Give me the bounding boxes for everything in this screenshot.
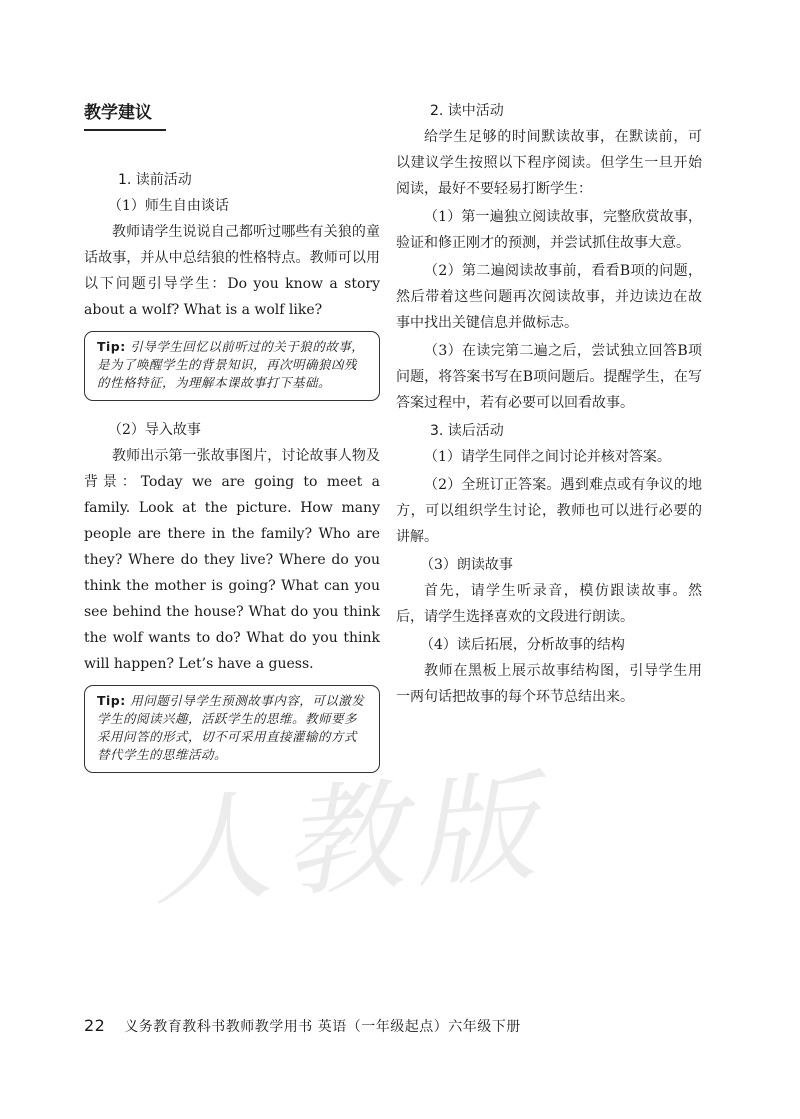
heading-while-reading: 2. 读中活动 xyxy=(430,103,504,119)
page-footer xyxy=(84,1016,521,1036)
left-column xyxy=(84,98,380,789)
book-title: 义务教育教科书教师教学用书 英语（一年级起点）六年级下册 xyxy=(124,1019,521,1035)
paragraph-lead-in: 教师出示第一张故事图片，讨论故事人物及背景：Today we are going to meet a family. Look at the picture. How many people are there in the family? Who are they? Where do they live? Where do you think the mother is going? What can you see behind the house? What do you think the wolf wants to do? What do you think will happen? Let’s have a guess. xyxy=(84,448,380,672)
paragraph-answer-b: （3）在读完第二遍之后，尝试独立回答B项问题，将答案书写在B项问题后。提醒学生，在写答案过程中，若有必要可以回看故事。 xyxy=(396,343,702,411)
paragraph-class-correction: （2）全班订正答案。遇到难点或有争议的地方，可以组织学生讨论，教师也可以进行必要的讲解。 xyxy=(396,477,702,545)
subheading-read-aloud: （3）朗读故事 xyxy=(420,557,513,573)
right-column xyxy=(396,98,702,712)
subheading-extension: （4）读后拓展，分析故事的结构 xyxy=(420,637,625,653)
tip-label: Tip: xyxy=(97,693,126,708)
page-number: 22 xyxy=(84,1016,106,1035)
tip-label: Tip: xyxy=(97,339,126,354)
paragraph-extension: 教师在黑板上展示故事结构图，引导学生用一两句话把故事的每个环节总结出来。 xyxy=(396,663,702,705)
paragraph-first-reading: （1）第一遍独立阅读故事，完整欣赏故事，验证和修正刚才的预测，并尝试抓住故事大意。 xyxy=(396,209,702,251)
subheading-lead-in: （2）导入故事 xyxy=(108,422,201,438)
paragraph-peer-check: （1）请学生同伴之间讨论并核对答案。 xyxy=(424,449,671,465)
tip-box-1 xyxy=(84,331,380,401)
tip-text: 用问题引导学生预测故事内容，可以激发学生的阅读兴趣，活跃学生的思维。教师要多采用问答的形式，切不可采用直接灌输的方式替代学生的思维活动。 xyxy=(97,693,365,762)
tip-box-2 xyxy=(84,685,380,773)
section-title: 教学建议 xyxy=(84,98,166,131)
paragraph-free-talk: 教师请学生说说自己都听过哪些有关狼的童话故事，并从中总结狼的性格特点。教师可以用以下问题引导学生：Do you know a story about a wolf? What is a wolf like? xyxy=(84,224,380,318)
paragraph-second-reading: （2）第二遍阅读故事前，看看B项的问题，然后带着这些问题再次阅读故事，并边读边在故事中找出关键信息并做标志。 xyxy=(396,263,702,331)
publisher-watermark: 人教版 xyxy=(146,757,552,924)
paragraph-silent-reading: 给学生足够的时间默读故事，在默读前，可以建议学生按照以下程序阅读。但学生一旦开始阅读，最好不要轻易打断学生： xyxy=(396,129,702,197)
paragraph-read-aloud: 首先，请学生听录音，模仿跟读故事。然后，请学生选择喜欢的文段进行朗读。 xyxy=(396,583,702,625)
heading-post-reading: 3. 读后活动 xyxy=(430,423,504,439)
tip-text: 引导学生回忆以前听过的关于狼的故事，是为了唤醒学生的背景知识，再次明确狼凶残的性格特征，为理解本课故事打下基础。 xyxy=(97,339,365,390)
subheading-free-talk: （1）师生自由谈话 xyxy=(108,198,229,214)
heading-pre-reading: 1. 读前活动 xyxy=(118,172,192,188)
